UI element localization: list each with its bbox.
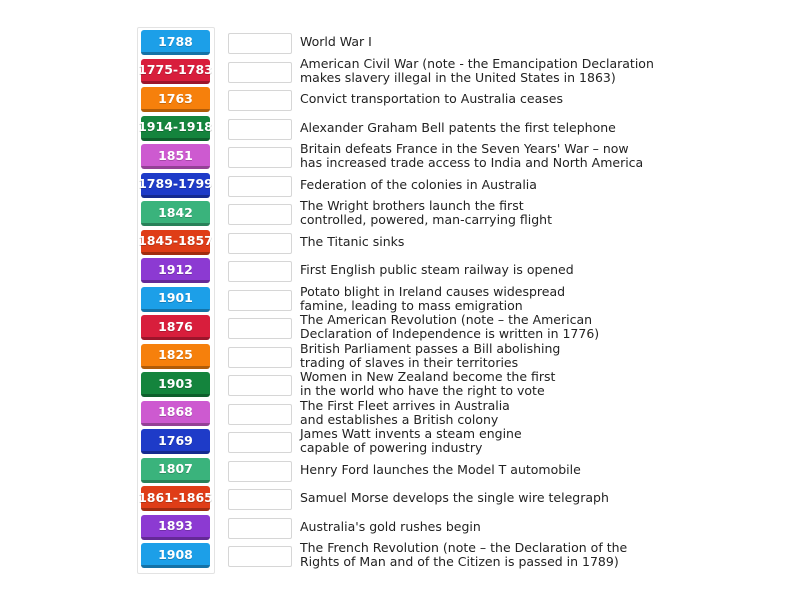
answer-tile[interactable]: 1851: [141, 144, 210, 169]
drop-slot[interactable]: [228, 546, 292, 567]
drop-slot[interactable]: [228, 176, 292, 197]
clue-text: The First Fleet arrives in Australia and establishes a British colony: [300, 397, 510, 427]
answer-tile[interactable]: 1775-1783: [141, 59, 210, 84]
answer-tile[interactable]: 1763: [141, 87, 210, 112]
clue-text: The French Revolution (note – the Declaration of the Rights of Man and of the Citizen is passed in 1789): [300, 540, 628, 569]
drop-slot[interactable]: [228, 375, 292, 396]
drop-slot[interactable]: [228, 461, 292, 482]
clue-text: First English public steam railway is opened: [300, 262, 574, 277]
clue-text: Britain defeats France in the Seven Years' War – now has increased trade access to India and North America: [300, 141, 644, 170]
answer-tile[interactable]: 1789-1799: [141, 173, 210, 198]
answer-tile[interactable]: 1868: [141, 401, 210, 426]
drop-slot[interactable]: [228, 62, 292, 83]
clue-text: The American Revolution (note – the American Declaration of Independence is written in 1776): [300, 312, 600, 341]
clue-text: Australia's gold rushes begin: [300, 518, 481, 534]
drop-slot[interactable]: [228, 204, 292, 225]
clue-text: The Wright brothers launch the first controlled, powered, man-carrying flight: [300, 198, 552, 227]
clue-text: Potato blight in Ireland causes widespread famine, leading to mass emigration: [300, 283, 566, 313]
drop-slot[interactable]: [228, 261, 292, 282]
answer-tile[interactable]: 1861-1865: [141, 486, 210, 511]
drop-slot[interactable]: [228, 233, 292, 254]
clue-text: Federation of the colonies in Australia: [300, 176, 537, 192]
answer-tile[interactable]: 1903: [141, 372, 210, 397]
drop-slot[interactable]: [228, 90, 292, 111]
drop-slot[interactable]: [228, 432, 292, 453]
clue-text: Henry Ford launches the Model T automobile: [300, 461, 581, 477]
answer-tile[interactable]: 1901: [141, 287, 210, 312]
answer-tile[interactable]: 1893: [141, 515, 210, 540]
answer-tile[interactable]: 1912: [141, 258, 210, 283]
drop-slot[interactable]: [228, 318, 292, 339]
answer-tile[interactable]: 1914-1918: [141, 116, 210, 141]
answer-tile[interactable]: 1876: [141, 315, 210, 340]
drop-slot[interactable]: [228, 518, 292, 539]
clue-text: British Parliament passes a Bill abolishing trading of slaves in their territories: [300, 340, 561, 370]
clue-text: Alexander Graham Bell patents the first telephone: [300, 119, 616, 135]
drop-slot[interactable]: [228, 404, 292, 425]
answer-tile[interactable]: 1769: [141, 429, 210, 454]
clue-text: James Watt invents a steam engine capable of powering industry: [300, 426, 522, 455]
drop-slot[interactable]: [228, 147, 292, 168]
drop-slot[interactable]: [228, 290, 292, 311]
drop-slot[interactable]: [228, 119, 292, 140]
answer-tiles-panel: [137, 27, 215, 574]
clue-text: Convict transportation to Australia ceases: [300, 91, 563, 106]
drop-slot[interactable]: [228, 33, 292, 54]
clue-text: American Civil War (note - the Emancipation Declaration makes slavery illegal in the United States in 1863): [300, 55, 654, 85]
drop-slot[interactable]: [228, 489, 292, 510]
clue-text: The Titanic sinks: [300, 233, 405, 249]
answer-tile[interactable]: 1908: [141, 543, 210, 568]
clue-text: Women in New Zealand become the first in the world who have the right to vote: [300, 369, 556, 398]
answer-tile[interactable]: 1842: [141, 201, 210, 226]
answer-tile[interactable]: 1807: [141, 458, 210, 483]
drop-slot[interactable]: [228, 347, 292, 368]
clue-text: World War I: [300, 34, 372, 49]
answer-tile[interactable]: 1845-1857: [141, 230, 210, 255]
answer-tile[interactable]: 1788: [141, 30, 210, 55]
answer-tile[interactable]: 1825: [141, 344, 210, 369]
clue-text: Samuel Morse develops the single wire telegraph: [300, 490, 609, 505]
